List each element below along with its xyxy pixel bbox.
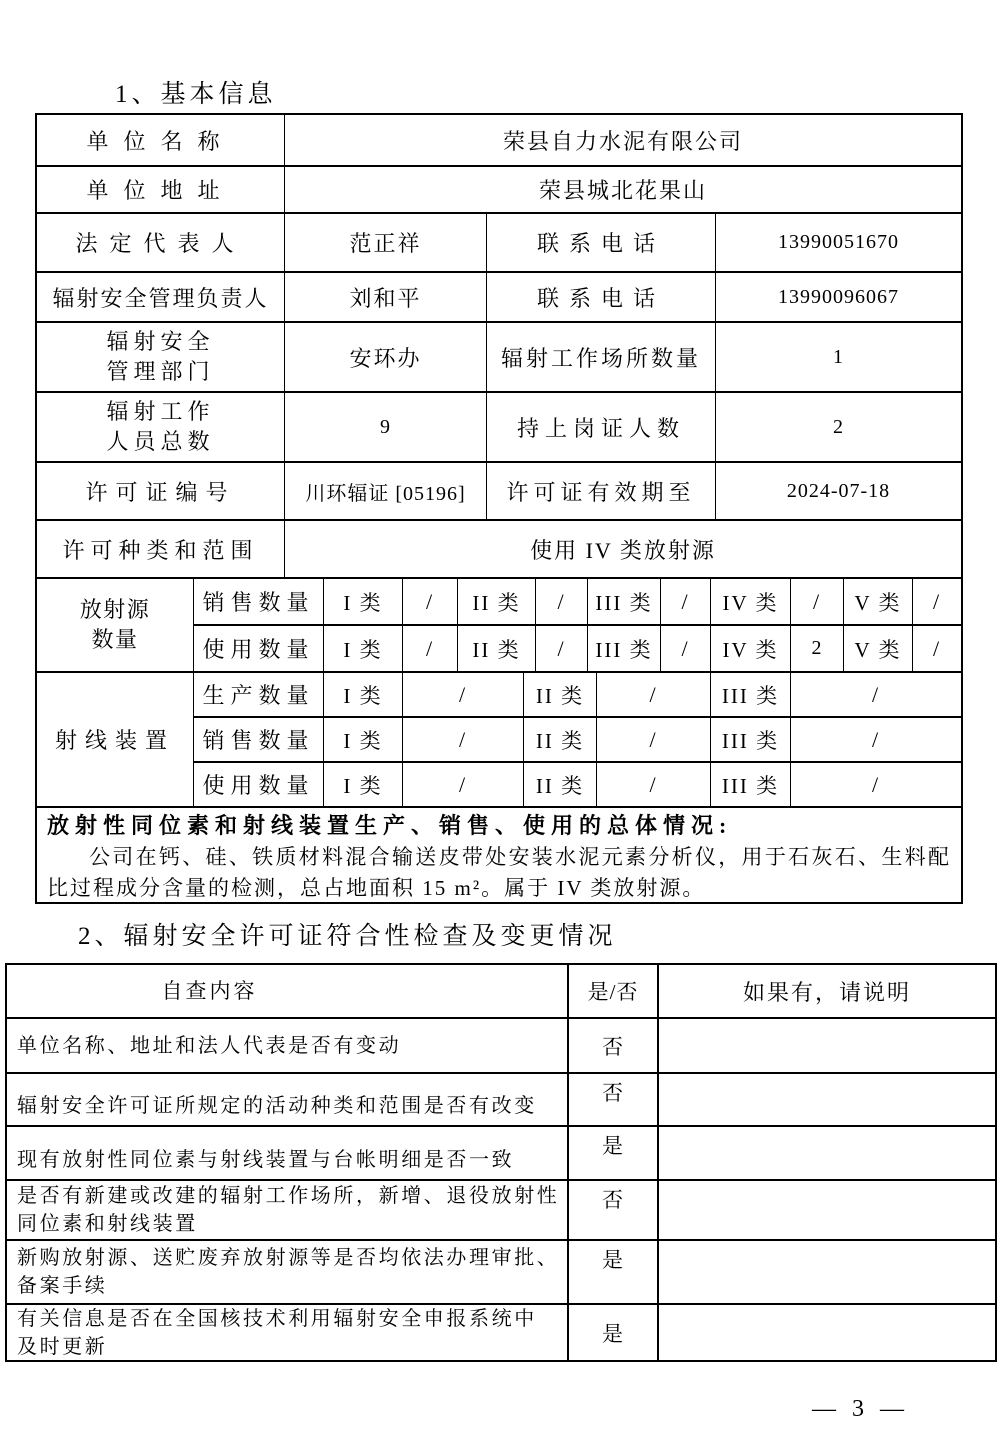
device-sell-class1-value: / xyxy=(402,718,523,761)
class4-header: IV 类 xyxy=(710,579,790,624)
answer-cell: 否 xyxy=(567,1181,657,1239)
legal-rep-name: 范正祥 xyxy=(284,214,486,271)
class3-header: III 类 xyxy=(710,673,790,716)
source-sell-class1-value: / xyxy=(402,579,457,624)
self-check-table xyxy=(5,963,997,1362)
device-sell-class2-value: / xyxy=(596,718,710,761)
self-check-row-6 xyxy=(7,1303,995,1360)
safety-manager-phone: 13990096067 xyxy=(715,273,961,321)
device-sell-class3-value: / xyxy=(790,718,961,761)
source-section xyxy=(37,577,961,671)
remark-cell xyxy=(657,1305,995,1360)
cert-holder-count: 2 xyxy=(715,393,961,461)
question-cell: 现有放射性同位素与射线装置与台帐明细是否一致 xyxy=(17,1149,515,1171)
source-use-class1-value: / xyxy=(402,626,457,671)
source-label-line1: 放射源 xyxy=(79,597,151,622)
remark-cell xyxy=(657,1019,995,1072)
class3-header: III 类 xyxy=(710,763,790,806)
summary-block xyxy=(37,806,961,902)
source-use-class5-value: / xyxy=(912,626,961,671)
legal-rep-row xyxy=(37,212,961,271)
class2-header: II 类 xyxy=(523,718,596,761)
safety-manager-phone-label: 联系电话 xyxy=(486,273,715,321)
device-use-label: 使用数量 xyxy=(193,763,323,806)
source-sell-class5-value: / xyxy=(912,579,961,624)
unit-name-row xyxy=(37,115,961,165)
staff-total: 9 xyxy=(284,393,486,461)
source-label-line2: 数量 xyxy=(91,627,139,652)
scope-label: 许可种类和范围 xyxy=(62,537,259,563)
safety-manager-label: 辐射安全管理负责人 xyxy=(52,285,269,311)
workplace-count-value: 1 xyxy=(715,323,961,391)
dept-row xyxy=(37,321,961,391)
question-cell: 有关信息是否在全国核技术利用辐射安全申报系统中及时更新 xyxy=(17,1307,537,1358)
class1-header: I 类 xyxy=(323,763,402,806)
page-number: — 3 — xyxy=(812,1396,909,1422)
question-cell: 辐射安全许可证所规定的活动种类和范围是否有改变 xyxy=(17,1095,537,1117)
workplace-count-label: 辐射工作场所数量 xyxy=(486,323,715,391)
answer-cell: 否 xyxy=(567,1074,657,1125)
class4-header: IV 类 xyxy=(710,626,790,671)
device-produce-class2-value: / xyxy=(596,673,710,716)
section2-title: 2、辐射安全许可证符合性检查及变更情况 xyxy=(78,923,617,950)
unit-address-row xyxy=(37,165,961,212)
dept-label xyxy=(37,323,284,391)
class1-header: I 类 xyxy=(323,673,402,716)
source-sell-class4-value: / xyxy=(790,579,843,624)
remark-cell xyxy=(657,1181,995,1239)
remark-cell xyxy=(657,1074,995,1125)
source-sell-label: 销售数量 xyxy=(193,579,323,624)
device-section-label: 射线装置 xyxy=(54,728,175,753)
license-row xyxy=(37,461,961,519)
safety-manager-name: 刘和平 xyxy=(284,273,486,321)
class3-header: III 类 xyxy=(710,718,790,761)
source-sell-class2-value: / xyxy=(535,579,587,624)
question-cell: 是否有新建或改建的辐射工作场所，新增、退役放射性同位素和射线装置 xyxy=(17,1185,560,1235)
section1-title: 1、基本信息 xyxy=(115,81,277,108)
staff-row xyxy=(37,391,961,461)
class2-header: II 类 xyxy=(523,763,596,806)
license-valid-label: 许可证有效期至 xyxy=(486,463,715,519)
source-use-label: 使用数量 xyxy=(193,626,323,671)
class5-header: V 类 xyxy=(843,579,912,624)
source-use-class4-value: 2 xyxy=(790,626,843,671)
source-use-class3-value: / xyxy=(660,626,710,671)
self-check-row-3 xyxy=(7,1125,995,1179)
class2-header: II 类 xyxy=(523,673,596,716)
device-produce-class3-value: / xyxy=(790,673,961,716)
legal-rep-label: 法定代表人 xyxy=(75,231,246,256)
class1-header: I 类 xyxy=(323,579,402,624)
device-use-class3-value: / xyxy=(790,763,961,806)
self-check-row-4 xyxy=(7,1179,995,1239)
source-section-label xyxy=(37,579,193,671)
device-sell-row xyxy=(193,716,961,761)
staff-label xyxy=(37,393,284,461)
class3-header: III 类 xyxy=(587,626,660,671)
unit-name-label: 单位名称 xyxy=(86,128,235,154)
self-check-row-5 xyxy=(7,1239,995,1303)
device-produce-row xyxy=(193,673,961,716)
class1-header: I 类 xyxy=(323,718,402,761)
device-use-class2-value: / xyxy=(596,763,710,806)
class2-header: II 类 xyxy=(457,626,535,671)
source-sell-class3-value: / xyxy=(660,579,710,624)
scope-value: 使用 IV 类放射源 xyxy=(284,521,961,577)
unit-address-value: 荣县城北花果山 xyxy=(284,167,961,212)
basic-info-table xyxy=(35,113,963,904)
header-yes-no: 是/否 xyxy=(567,965,657,1017)
license-number: 川环辐证 [05196] xyxy=(284,463,486,519)
summary-body: 公司在钙、硅、铁质材料混合输送皮带处安装水泥元素分析仪，用于石灰石、生料配比过程成分含量的检测，总占地面积 15 m²。属于 IV 类放射源。 xyxy=(47,845,951,900)
header-remark: 如果有，请说明 xyxy=(657,965,995,1017)
self-check-row-1 xyxy=(7,1017,995,1072)
device-produce-class1-value: / xyxy=(402,673,523,716)
device-use-row xyxy=(193,761,961,806)
self-check-row-2 xyxy=(7,1072,995,1125)
question-cell: 新购放射源、送贮废弃放射源等是否均依法办理审批、备案手续 xyxy=(17,1247,560,1297)
dept-value: 安环办 xyxy=(284,323,486,391)
source-sell-row xyxy=(193,579,961,624)
class1-header: I 类 xyxy=(323,626,402,671)
answer-cell: 是 xyxy=(567,1305,657,1360)
remark-cell xyxy=(657,1241,995,1303)
header-content: 自查内容 xyxy=(161,979,258,1003)
device-use-class1-value: / xyxy=(402,763,523,806)
self-check-header-row xyxy=(7,965,995,1017)
remark-cell xyxy=(657,1127,995,1179)
source-use-class2-value: / xyxy=(535,626,587,671)
source-use-row xyxy=(193,624,961,671)
summary-title: 放射性同位素和射线装置生产、销售、使用的总体情况: xyxy=(47,813,733,838)
answer-cell: 否 xyxy=(567,1019,657,1072)
source-rows xyxy=(193,579,961,671)
legal-rep-phone-label: 联系电话 xyxy=(486,214,715,271)
dept-label-line1: 辐射安全 xyxy=(106,329,215,354)
device-produce-label: 生产数量 xyxy=(193,673,323,716)
answer-cell: 是 xyxy=(567,1241,657,1303)
device-section xyxy=(37,671,961,806)
staff-label-line1: 辐射工作 xyxy=(106,399,215,424)
answer-cell: 是 xyxy=(567,1127,657,1179)
cert-holder-label: 持上岗证人数 xyxy=(486,393,715,461)
unit-address-label: 单位地址 xyxy=(86,178,235,203)
license-number-label: 许可证编号 xyxy=(85,479,236,505)
license-valid-date: 2024-07-18 xyxy=(715,463,961,519)
unit-name-value: 荣县自力水泥有限公司 xyxy=(284,115,961,165)
class2-header: II 类 xyxy=(457,579,535,624)
class5-header: V 类 xyxy=(843,626,912,671)
staff-label-line2: 人员总数 xyxy=(106,429,215,454)
scope-row xyxy=(37,519,961,577)
device-rows xyxy=(193,673,961,806)
dept-label-line2: 管理部门 xyxy=(106,359,215,384)
legal-rep-phone: 13990051670 xyxy=(715,214,961,271)
safety-manager-row xyxy=(37,271,961,321)
device-sell-label: 销售数量 xyxy=(193,718,323,761)
class3-header: III 类 xyxy=(587,579,660,624)
question-cell: 单位名称、地址和法人代表是否有变动 xyxy=(17,1034,402,1057)
